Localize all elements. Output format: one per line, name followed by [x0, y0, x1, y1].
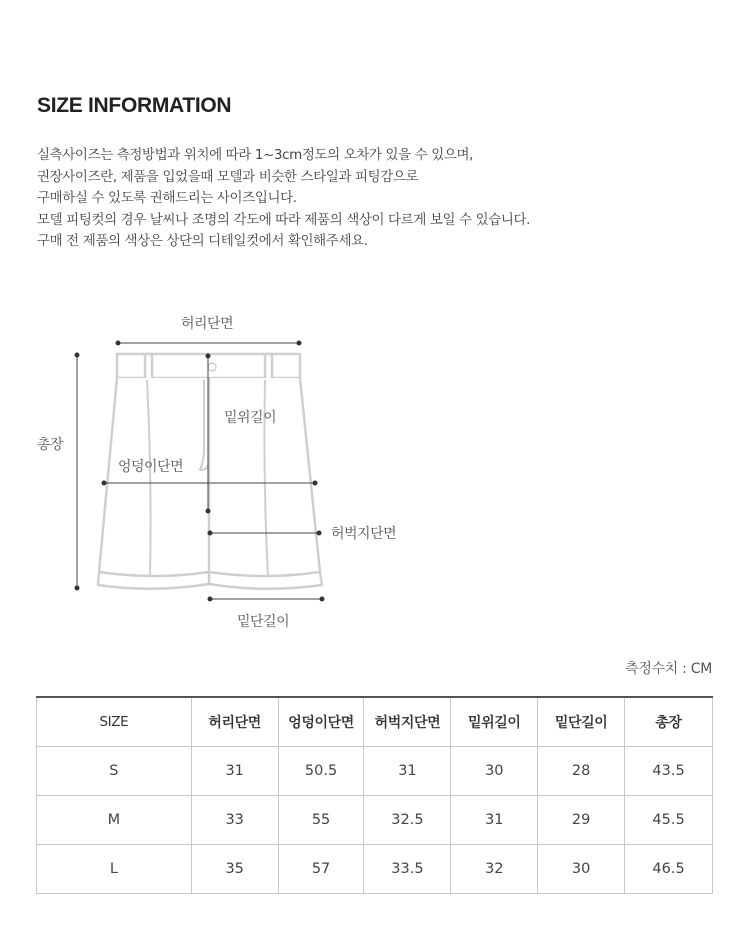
cell-hem: 28: [538, 747, 625, 796]
note-line: 권장사이즈란, 제품을 입었을때 모델과 비슷한 스타일과 피팅감으로: [37, 168, 419, 185]
header-hip: 엉덩이단면: [278, 697, 364, 747]
cell-total-length: 43.5: [625, 747, 713, 796]
size-table: [36, 696, 713, 894]
header-size: SIZE: [37, 697, 192, 747]
cell-total-length: 46.5: [625, 845, 713, 894]
cell-rise: 31: [451, 796, 538, 845]
cell-size: L: [37, 845, 192, 894]
cell-hip: 55: [278, 796, 364, 845]
header-thigh: 허벅지단면: [364, 697, 451, 747]
cell-size: S: [37, 747, 192, 796]
cell-hip: 57: [278, 845, 364, 894]
header-waist: 허리단면: [191, 697, 278, 747]
page-title: SIZE INFORMATION: [37, 94, 232, 117]
waist-label: 허리단면: [181, 316, 234, 332]
cell-thigh: 33.5: [364, 845, 451, 894]
cell-hem: 30: [538, 845, 625, 894]
table-row: [37, 796, 713, 845]
rise-label: 밑위길이: [224, 410, 277, 426]
size-notes: [37, 145, 530, 253]
shorts-illustration: [0, 300, 750, 640]
cell-total-length: 45.5: [625, 796, 713, 845]
table-row: [37, 845, 713, 894]
note-line: 실측사이즈는 측정방법과 위치에 따라 1~3cm정도의 오차가 있을 수 있으며,: [37, 147, 474, 163]
cell-hip: 50.5: [278, 747, 364, 796]
header-hem: 밑단길이: [538, 697, 625, 747]
thigh-label: 허벅지단면: [331, 526, 397, 542]
cell-waist: 31: [191, 747, 278, 796]
hem-label: 밑단길이: [237, 614, 290, 630]
note-line: 구매하실 수 있도록 권해드리는 사이즈입니다.: [37, 190, 297, 206]
cell-thigh: 32.5: [364, 796, 451, 845]
hip-label: 엉덩이단면: [118, 459, 184, 475]
header-total-length: 총장: [625, 697, 713, 747]
total-length-label: 총장: [37, 437, 64, 453]
note-line: 모델 피팅컷의 경우 날씨나 조명의 각도에 따라 제품의 색상이 다르게 보일 수 있습니다.: [37, 211, 531, 228]
cell-waist: 35: [191, 845, 278, 894]
table-row: [37, 747, 713, 796]
table-header-row: [37, 697, 713, 747]
note-line: 구매 전 제품의 색상은 상단의 디테일컷에서 확인해주세요.: [37, 233, 368, 249]
header-rise: 밑위길이: [451, 697, 538, 747]
cell-hem: 29: [538, 796, 625, 845]
cell-rise: 30: [451, 747, 538, 796]
cell-size: M: [37, 796, 192, 845]
cell-thigh: 31: [364, 747, 451, 796]
shorts-measurement-diagram: [0, 300, 750, 640]
unit-label: 측정수치 : CM: [625, 661, 712, 677]
cell-waist: 33: [191, 796, 278, 845]
cell-rise: 32: [451, 845, 538, 894]
